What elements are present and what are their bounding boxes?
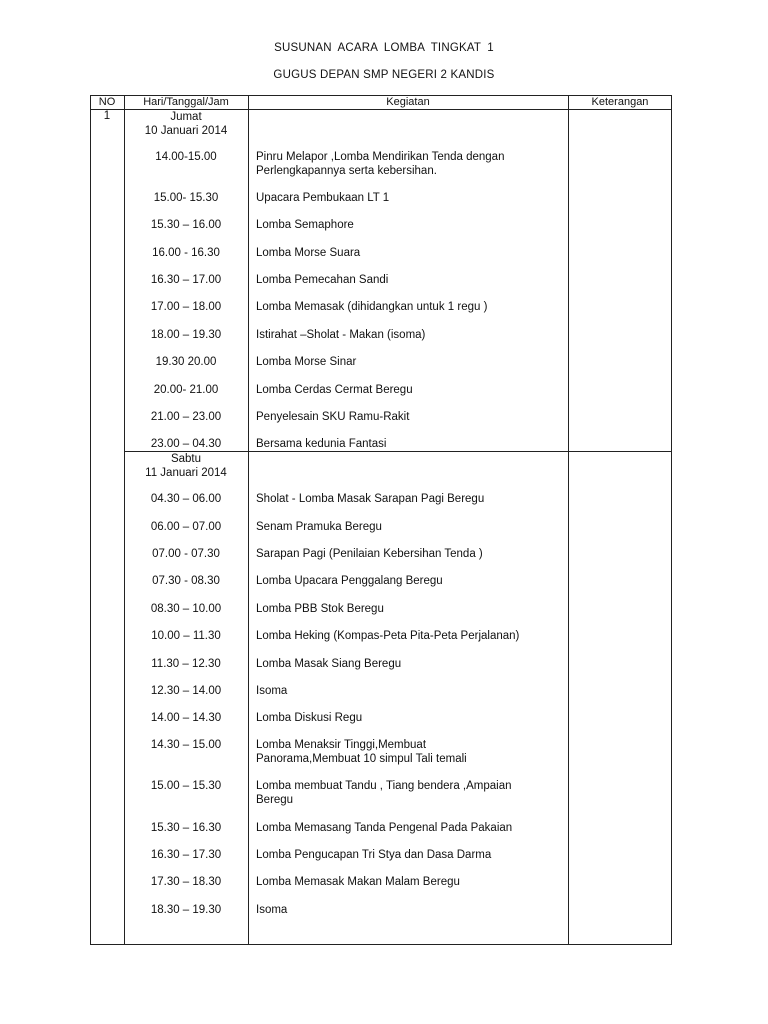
schedule-time: 17.30 – 18.30 xyxy=(150,876,222,888)
schedule-time: 23.00 – 04.30 xyxy=(150,438,222,450)
schedule-activity: Lomba Pemecahan Sandi xyxy=(256,274,389,286)
schedule-activity: Lomba Semaphore xyxy=(256,219,354,231)
schedule-table xyxy=(90,95,672,945)
schedule-activity: Lomba Diskusi Regu xyxy=(256,712,363,724)
day1-name: Jumat xyxy=(170,111,202,123)
schedule-activity: Lomba Memasak Makan Malam Beregu xyxy=(256,876,460,888)
schedule-time: 15.00 – 15.30 xyxy=(150,780,222,792)
schedule-time: 15.30 – 16.00 xyxy=(150,219,222,231)
header-no: NO xyxy=(98,96,116,108)
day1-date: 10 Januari 2014 xyxy=(144,125,228,137)
schedule-time: 14.00 – 14.30 xyxy=(150,712,222,724)
schedule-time: 18.30 – 19.30 xyxy=(150,904,222,916)
schedule-activity: Upacara Pembukaan LT 1 xyxy=(256,192,390,204)
schedule-activity: Istirahat –Sholat - Makan (isoma) xyxy=(256,329,426,341)
schedule-activity-continued: Panorama,Membuat 10 simpul Tali temali xyxy=(256,753,467,765)
schedule-activity: Penyelesain SKU Ramu-Rakit xyxy=(256,411,410,423)
schedule-activity: Lomba Morse Suara xyxy=(256,247,361,259)
schedule-time: 16.00 - 16.30 xyxy=(152,247,220,259)
table-border-right xyxy=(671,95,672,945)
day2-name: Sabtu xyxy=(170,453,202,465)
schedule-time: 11.30 – 12.30 xyxy=(151,658,221,670)
header-notes: Keterangan xyxy=(591,96,649,108)
schedule-time: 14.30 – 15.00 xyxy=(150,739,222,751)
schedule-time: 16.30 – 17.00 xyxy=(150,274,222,286)
header-activity: Kegiatan xyxy=(386,96,430,108)
schedule-activity: Isoma xyxy=(256,685,288,697)
schedule-time: 10.00 – 11.30 xyxy=(151,630,221,642)
schedule-time: 17.00 – 18.00 xyxy=(150,301,222,313)
schedule-time: 19.30 20.00 xyxy=(155,356,217,368)
table-border-bottom xyxy=(90,944,672,945)
schedule-activity: Lomba Menaksir Tinggi,Membuat xyxy=(256,739,427,751)
schedule-activity: Lomba Memasak (dihidangkan untuk 1 regu ) xyxy=(256,301,488,313)
schedule-activity: Lomba Morse Sinar xyxy=(256,356,357,368)
schedule-activity: Sholat - Lomba Masak Sarapan Pagi Beregu xyxy=(256,493,485,505)
schedule-time: 18.00 – 19.30 xyxy=(150,329,222,341)
document-subtitle: GUGUS DEPAN SMP NEGERI 2 KANDIS xyxy=(273,69,495,81)
schedule-time: 04.30 – 06.00 xyxy=(150,493,222,505)
schedule-activity: Sarapan Pagi (Penilaian Kebersihan Tenda ) xyxy=(256,548,483,560)
schedule-activity: Lomba Heking (Kompas-Peta Pita-Peta Perjalanan) xyxy=(256,630,520,642)
schedule-activity: Lomba Cerdas Cermat Beregu xyxy=(256,384,413,396)
schedule-time: 14.00-15.00 xyxy=(155,151,217,163)
schedule-time: 08.30 – 10.00 xyxy=(150,603,222,615)
table-border-left xyxy=(90,95,91,945)
schedule-activity: Isoma xyxy=(256,904,288,916)
column-divider-time xyxy=(248,95,249,945)
schedule-time: 07.30 - 08.30 xyxy=(152,575,220,587)
schedule-time: 15.30 – 16.30 xyxy=(150,822,222,834)
schedule-activity: Senam Pramuka Beregu xyxy=(256,521,382,533)
schedule-activity: Lomba PBB Stok Beregu xyxy=(256,603,384,615)
schedule-activity: Lomba Memasang Tanda Pengenal Pada Pakaian xyxy=(256,822,513,834)
schedule-activity: Pinru Melapor ,Lomba Mendirikan Tenda dengan xyxy=(256,151,505,163)
schedule-activity-continued: Perlengkapannya serta kebersihan. xyxy=(256,165,437,177)
schedule-time: 20.00- 21.00 xyxy=(153,384,219,396)
schedule-time: 12.30 – 14.00 xyxy=(150,685,222,697)
schedule-time: 21.00 – 23.00 xyxy=(150,411,222,423)
column-divider-activity xyxy=(568,95,569,945)
schedule-time: 06.00 – 07.00 xyxy=(150,521,222,533)
schedule-time: 16.30 – 17.30 xyxy=(150,849,222,861)
header-day-date-time: Hari/Tanggal/Jam xyxy=(143,96,229,108)
schedule-time: 07.00 - 07.30 xyxy=(152,548,220,560)
schedule-activity: Lomba Pengucapan Tri Stya dan Dasa Darma xyxy=(256,849,492,861)
schedule-activity-continued: Beregu xyxy=(256,794,294,806)
day2-date: 11 Januari 2014 xyxy=(145,467,227,479)
schedule-activity: Lomba Masak Siang Beregu xyxy=(256,658,402,670)
row-number: 1 xyxy=(103,110,111,122)
document-title: SUSUNAN ACARA LOMBA TINGKAT 1 xyxy=(274,42,494,54)
schedule-activity: Bersama kedunia Fantasi xyxy=(256,438,387,450)
schedule-activity: Lomba Upacara Penggalang Beregu xyxy=(256,575,443,587)
schedule-activity: Lomba membuat Tandu , Tiang bendera ,Ampaian xyxy=(256,780,512,792)
schedule-time: 15.00- 15.30 xyxy=(153,192,219,204)
